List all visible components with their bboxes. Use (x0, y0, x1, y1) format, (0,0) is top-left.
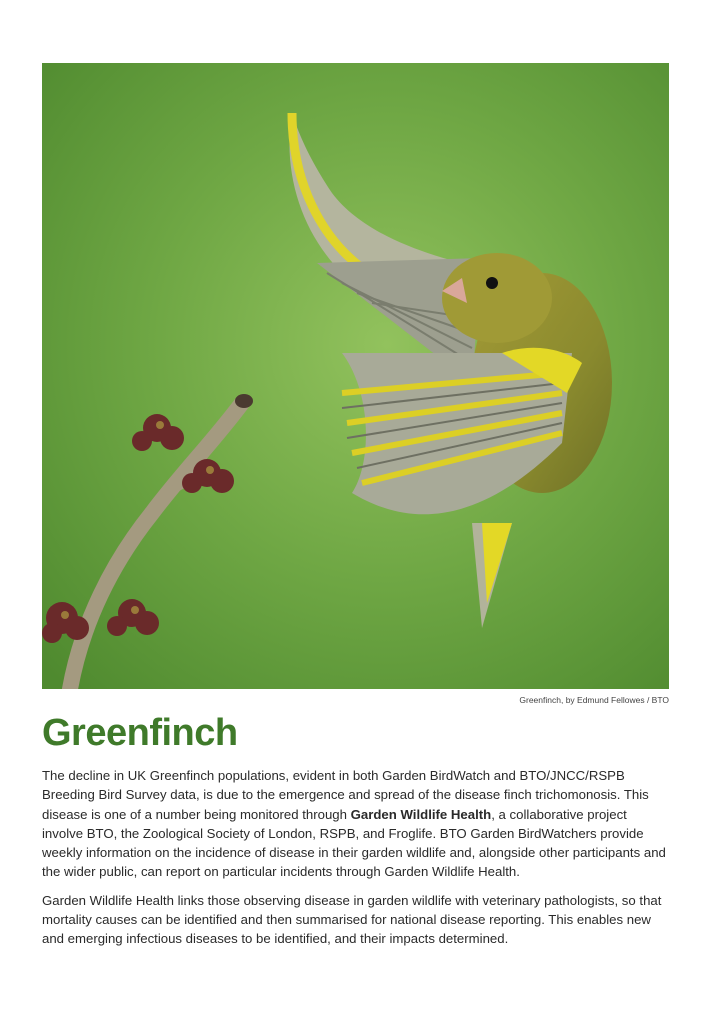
greenfinch-photo (42, 63, 669, 689)
body-text (42, 766, 670, 958)
paragraph-1 (42, 766, 670, 882)
garden-wildlife-health-highlight: Garden Wildlife Health (350, 806, 492, 822)
photo-caption: Greenfinch, by Edmund Fellowes / BTO (519, 695, 669, 705)
paragraph-1-before: The decline in UK Greenfinch populations, evident in both Garden BirdWatch and BTO/JNCC/RSPB Breeding Bird Survey data, is due to the emergence and spread of the disease finch trichomonosis. This disease is one of a number being monitored through (42, 768, 649, 822)
page-title: Greenfinch (42, 712, 238, 754)
greenfinch-illustration (42, 63, 669, 689)
paragraph-2: Garden Wildlife Health links those observing disease in garden wildlife with veterinary pathologists, so that mortality causes can be identified and then summarised for national disease reporting. This enables new and emerging infectious diseases to be identified, and their impacts determined. (42, 892, 662, 947)
paragraph-1-after: , a collaborative project involve BTO, the Zoological Society of London, RSPB, and Froglife. BTO Garden BirdWatchers provide weekly information on the incidence of disease in their garden wildlife and, alongside other participants and the wider public, can report on particular incidents through Garden Wildlife Health. (42, 806, 666, 880)
